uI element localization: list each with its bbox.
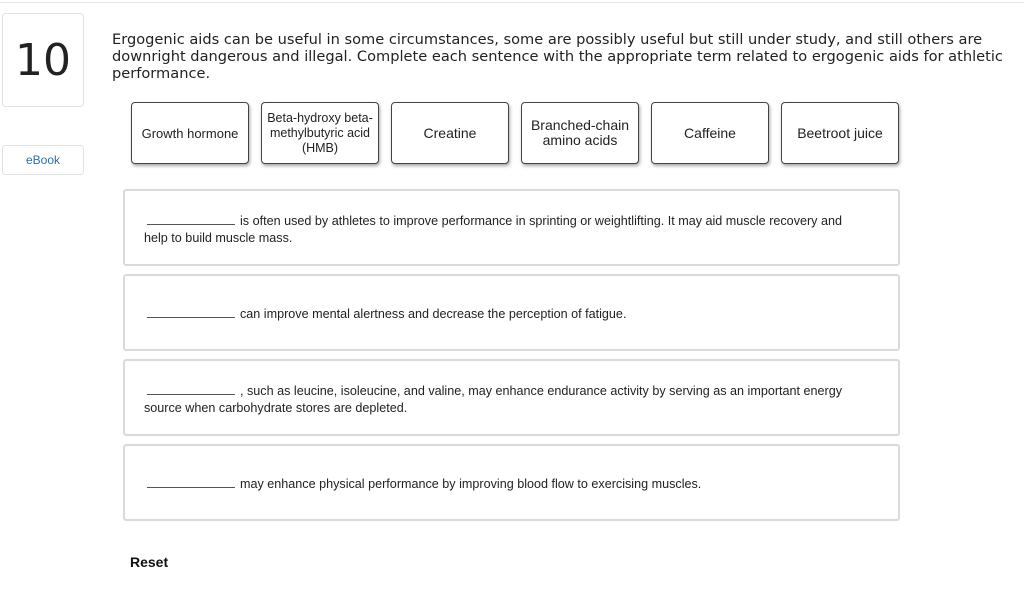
statement-4	[123, 444, 900, 521]
answer-blank-4[interactable]	[147, 486, 235, 488]
ebook-button[interactable]: eBook	[2, 145, 84, 175]
chip-branched-chain-amino-acids[interactable]: Branched-chain amino acids	[521, 102, 639, 164]
statement-2	[123, 274, 900, 351]
answer-blank-3[interactable]	[147, 393, 235, 395]
reset-button[interactable]: Reset	[130, 554, 169, 570]
chip-hmb[interactable]: Beta-hydroxy beta-methylbutyric acid (HMB)	[261, 102, 379, 164]
answer-blank-1[interactable]	[147, 223, 235, 225]
question-number: 10	[2, 13, 84, 107]
statement-3	[123, 359, 900, 436]
top-divider	[0, 2, 1024, 3]
statement-4-text: may enhance physical performance by improving blood flow to exercising muscles.	[240, 477, 702, 491]
chip-creatine[interactable]: Creatine	[391, 102, 509, 164]
answer-blank-2[interactable]	[147, 316, 235, 318]
statement-3-text: , such as leucine, isoleucine, and valine, may enhance endurance activity by serving as an important energy source when carbohydrate stores are depleted.	[144, 384, 843, 415]
statement-1	[123, 189, 900, 266]
statement-1-text: is often used by athletes to improve performance in sprinting or weightlifting. It may aid muscle recovery and help to build muscle mass.	[144, 214, 842, 245]
question-instructions: Ergogenic aids can be useful in some circumstances, some are possibly useful but still under study, and still others are downright dangerous and illegal. Complete each sentence with the appropriate term related to ergogenic aids for athletic performance.	[112, 31, 1003, 82]
chip-beetroot-juice[interactable]: Beetroot juice	[781, 102, 899, 164]
chip-growth-hormone[interactable]: Growth hormone	[131, 102, 249, 164]
chip-caffeine[interactable]: Caffeine	[651, 102, 769, 164]
statement-2-text: can improve mental alertness and decrease the perception of fatigue.	[240, 307, 627, 321]
